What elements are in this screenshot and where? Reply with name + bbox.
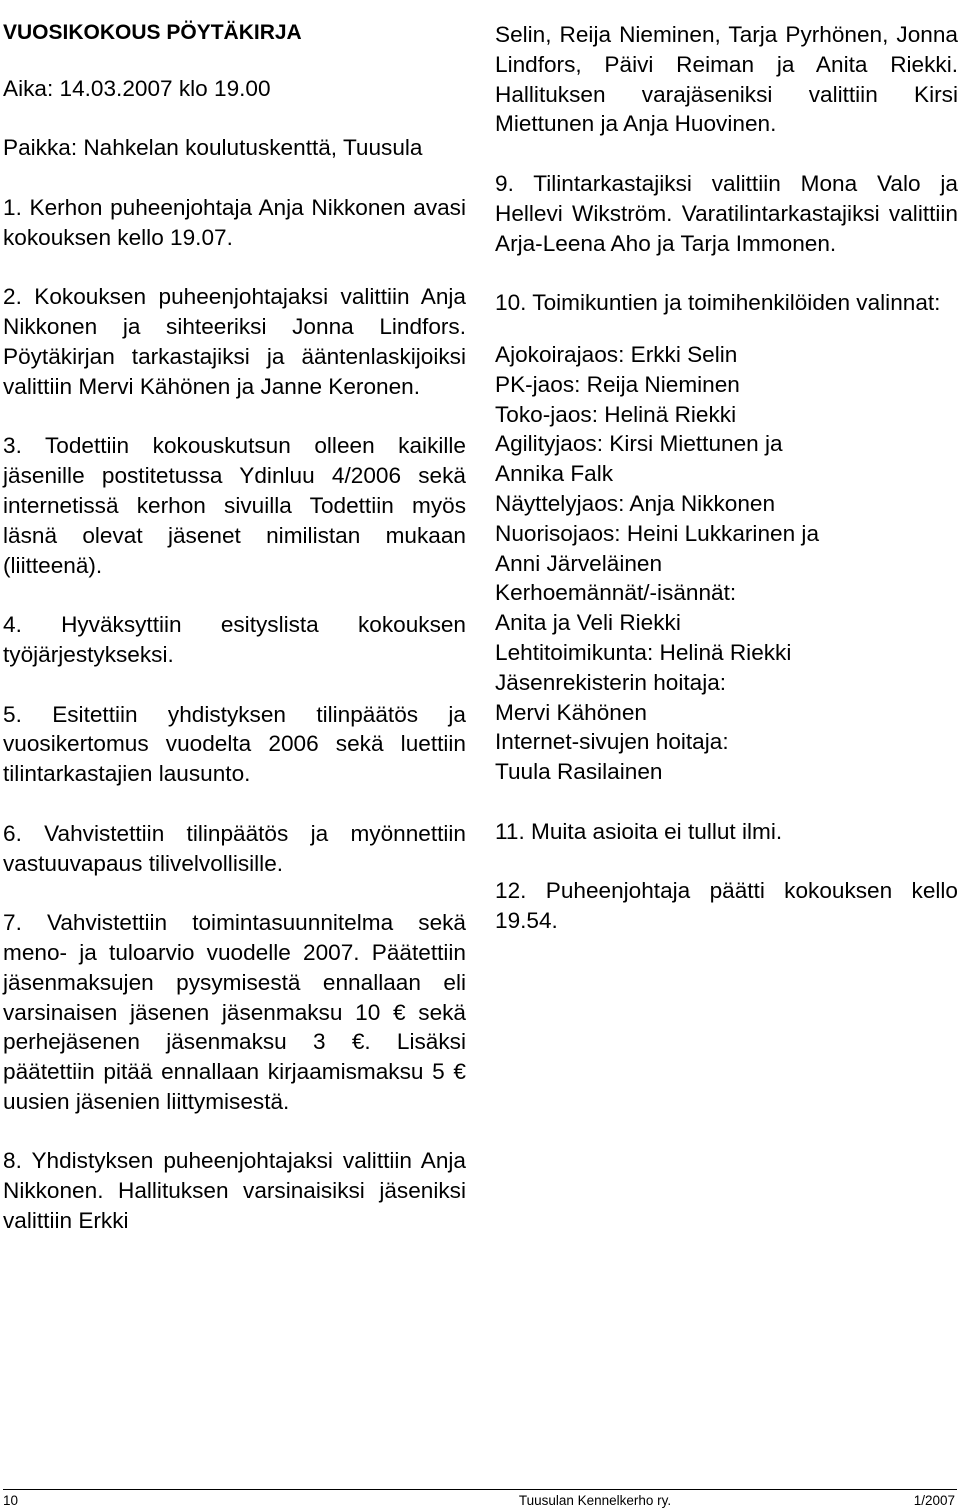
- item-3: 3. Todettiin kokouskutsun olleen kaikille jäsenille postitetussa Ydinluu 4/2006 sekä internetissä kerhon sivuilla Todettiin myös läsnä olevat jäsenet nimilistan mukaan (liitteenä).: [3, 433, 466, 578]
- item-8-start: 8. Yhdistyksen puheenjohtajaksi valittiin Anja Nikkonen. Hallituksen varsinaisiksi jäseniksi valittiin Erkki: [3, 1148, 466, 1234]
- committee-line: Annika Falk: [495, 461, 614, 487]
- document-title: VUOSIKOKOUS PÖYTÄKIRJA: [3, 21, 302, 44]
- item-12: 12. Puheenjohtaja päätti kokouksen kello 19.54.: [495, 878, 958, 934]
- committee-line: Anni Järveläinen: [495, 550, 663, 576]
- right-column: [495, 20, 958, 966]
- committee-line: PK-jaos: Reija Nieminen: [495, 371, 740, 397]
- item-5: 5. Esitettiin yhdistyksen tilinpäätös ja vuosikertomus vuodelta 2006 sekä luettiin tilintarkastajien lausunto.: [3, 701, 466, 787]
- committee-line: Mervi Kähönen: [495, 699, 647, 725]
- committee-line: Tuula Rasilainen: [495, 759, 663, 785]
- committee-line: Lehtitoimikunta: Helinä Riekki: [495, 639, 792, 665]
- committee-line: Nuorisojaos: Heini Lukkarinen ja: [495, 520, 820, 546]
- committee-line: Agilityjaos: Kirsi Miettunen ja: [495, 431, 783, 457]
- footer-page-number: 10: [3, 1493, 19, 1508]
- committee-line: Kerhoemännät/-isännät:: [495, 580, 737, 606]
- item-9: 9. Tilintarkastajiksi valittiin Mona Valo ja Hellevi Wikström. Varatilintarkastajiksi valittiin Arja-Leena Aho ja Tarja Immonen.: [495, 170, 958, 256]
- item-4: 4. Hyväksyttiin esityslista kokouksen työjärjestykseksi.: [3, 612, 466, 667]
- committee-line: Internet-sivujen hoitaja:: [495, 729, 729, 755]
- item-8-continued: Selin, Reija Nieminen, Tarja Pyrhönen, Jonna Lindfors, Päivi Reiman ja Anita Riekki. Hallituksen varajäseniksi valittiin Kirsi Miettunen ja Anja Huovinen.: [495, 22, 958, 137]
- item-7: 7. Vahvistettiin toimintasuunnitelma sekä meno- ja tuloarvio vuodelle 2007. Päätettiin jäsenmaksujen pysymisestä ennallaan eli varsinaisen jäsenen jäsenmaksu 10 € sekä perhejäsenen jäsenmaksu 3 €. Lisäksi päätettiin pitää ennallaan kirjaamismaksu 5 € uusien jäsenien liittymisestä.: [3, 910, 466, 1114]
- committee-line: Toko-jaos: Helinä Riekki: [495, 401, 737, 427]
- committee-list: [495, 340, 958, 787]
- committee-line: Anita ja Veli Riekki: [495, 610, 681, 636]
- item-6: 6. Vahvistettiin tilinpäätös ja myönnettiin vastuuvapaus tilivelvollisille.: [3, 820, 466, 876]
- item-10: 10. Toimikuntien ja toimihenkilöiden valinnat:: [495, 290, 941, 316]
- footer-issue: 1/2007: [913, 1493, 955, 1508]
- item-1: 1. Kerhon puheenjohtaja Anja Nikkonen avasi kokouksen kello 19.07.: [3, 194, 466, 250]
- footer-publisher: Tuusulan Kennelkerho ry.: [518, 1493, 672, 1508]
- meeting-place: Paikka: Nahkelan koulutuskenttä, Tuusula: [3, 135, 423, 161]
- item-2: 2. Kokouksen puheenjohtajaksi valittiin Anja Nikkonen ja sihteeriksi Jonna Lindfors. Pöytäkirjan tarkastajiksi ja ääntenlaskijoiksi valittiin Mervi Kähönen ja Janne Keronen.: [3, 284, 466, 399]
- left-column: [3, 18, 466, 1236]
- committee-line: Näyttelyjaos: Anja Nikkonen: [495, 490, 776, 516]
- footer-rule: [3, 1489, 957, 1490]
- committee-line: Ajokoirajaos: Erkki Selin: [495, 341, 738, 367]
- item-11: 11. Muita asioita ei tullut ilmi.: [495, 818, 783, 844]
- committee-line: Jäsenrekisterin hoitaja:: [495, 669, 727, 695]
- meeting-time: Aika: 14.03.2007 klo 19.00: [3, 75, 271, 101]
